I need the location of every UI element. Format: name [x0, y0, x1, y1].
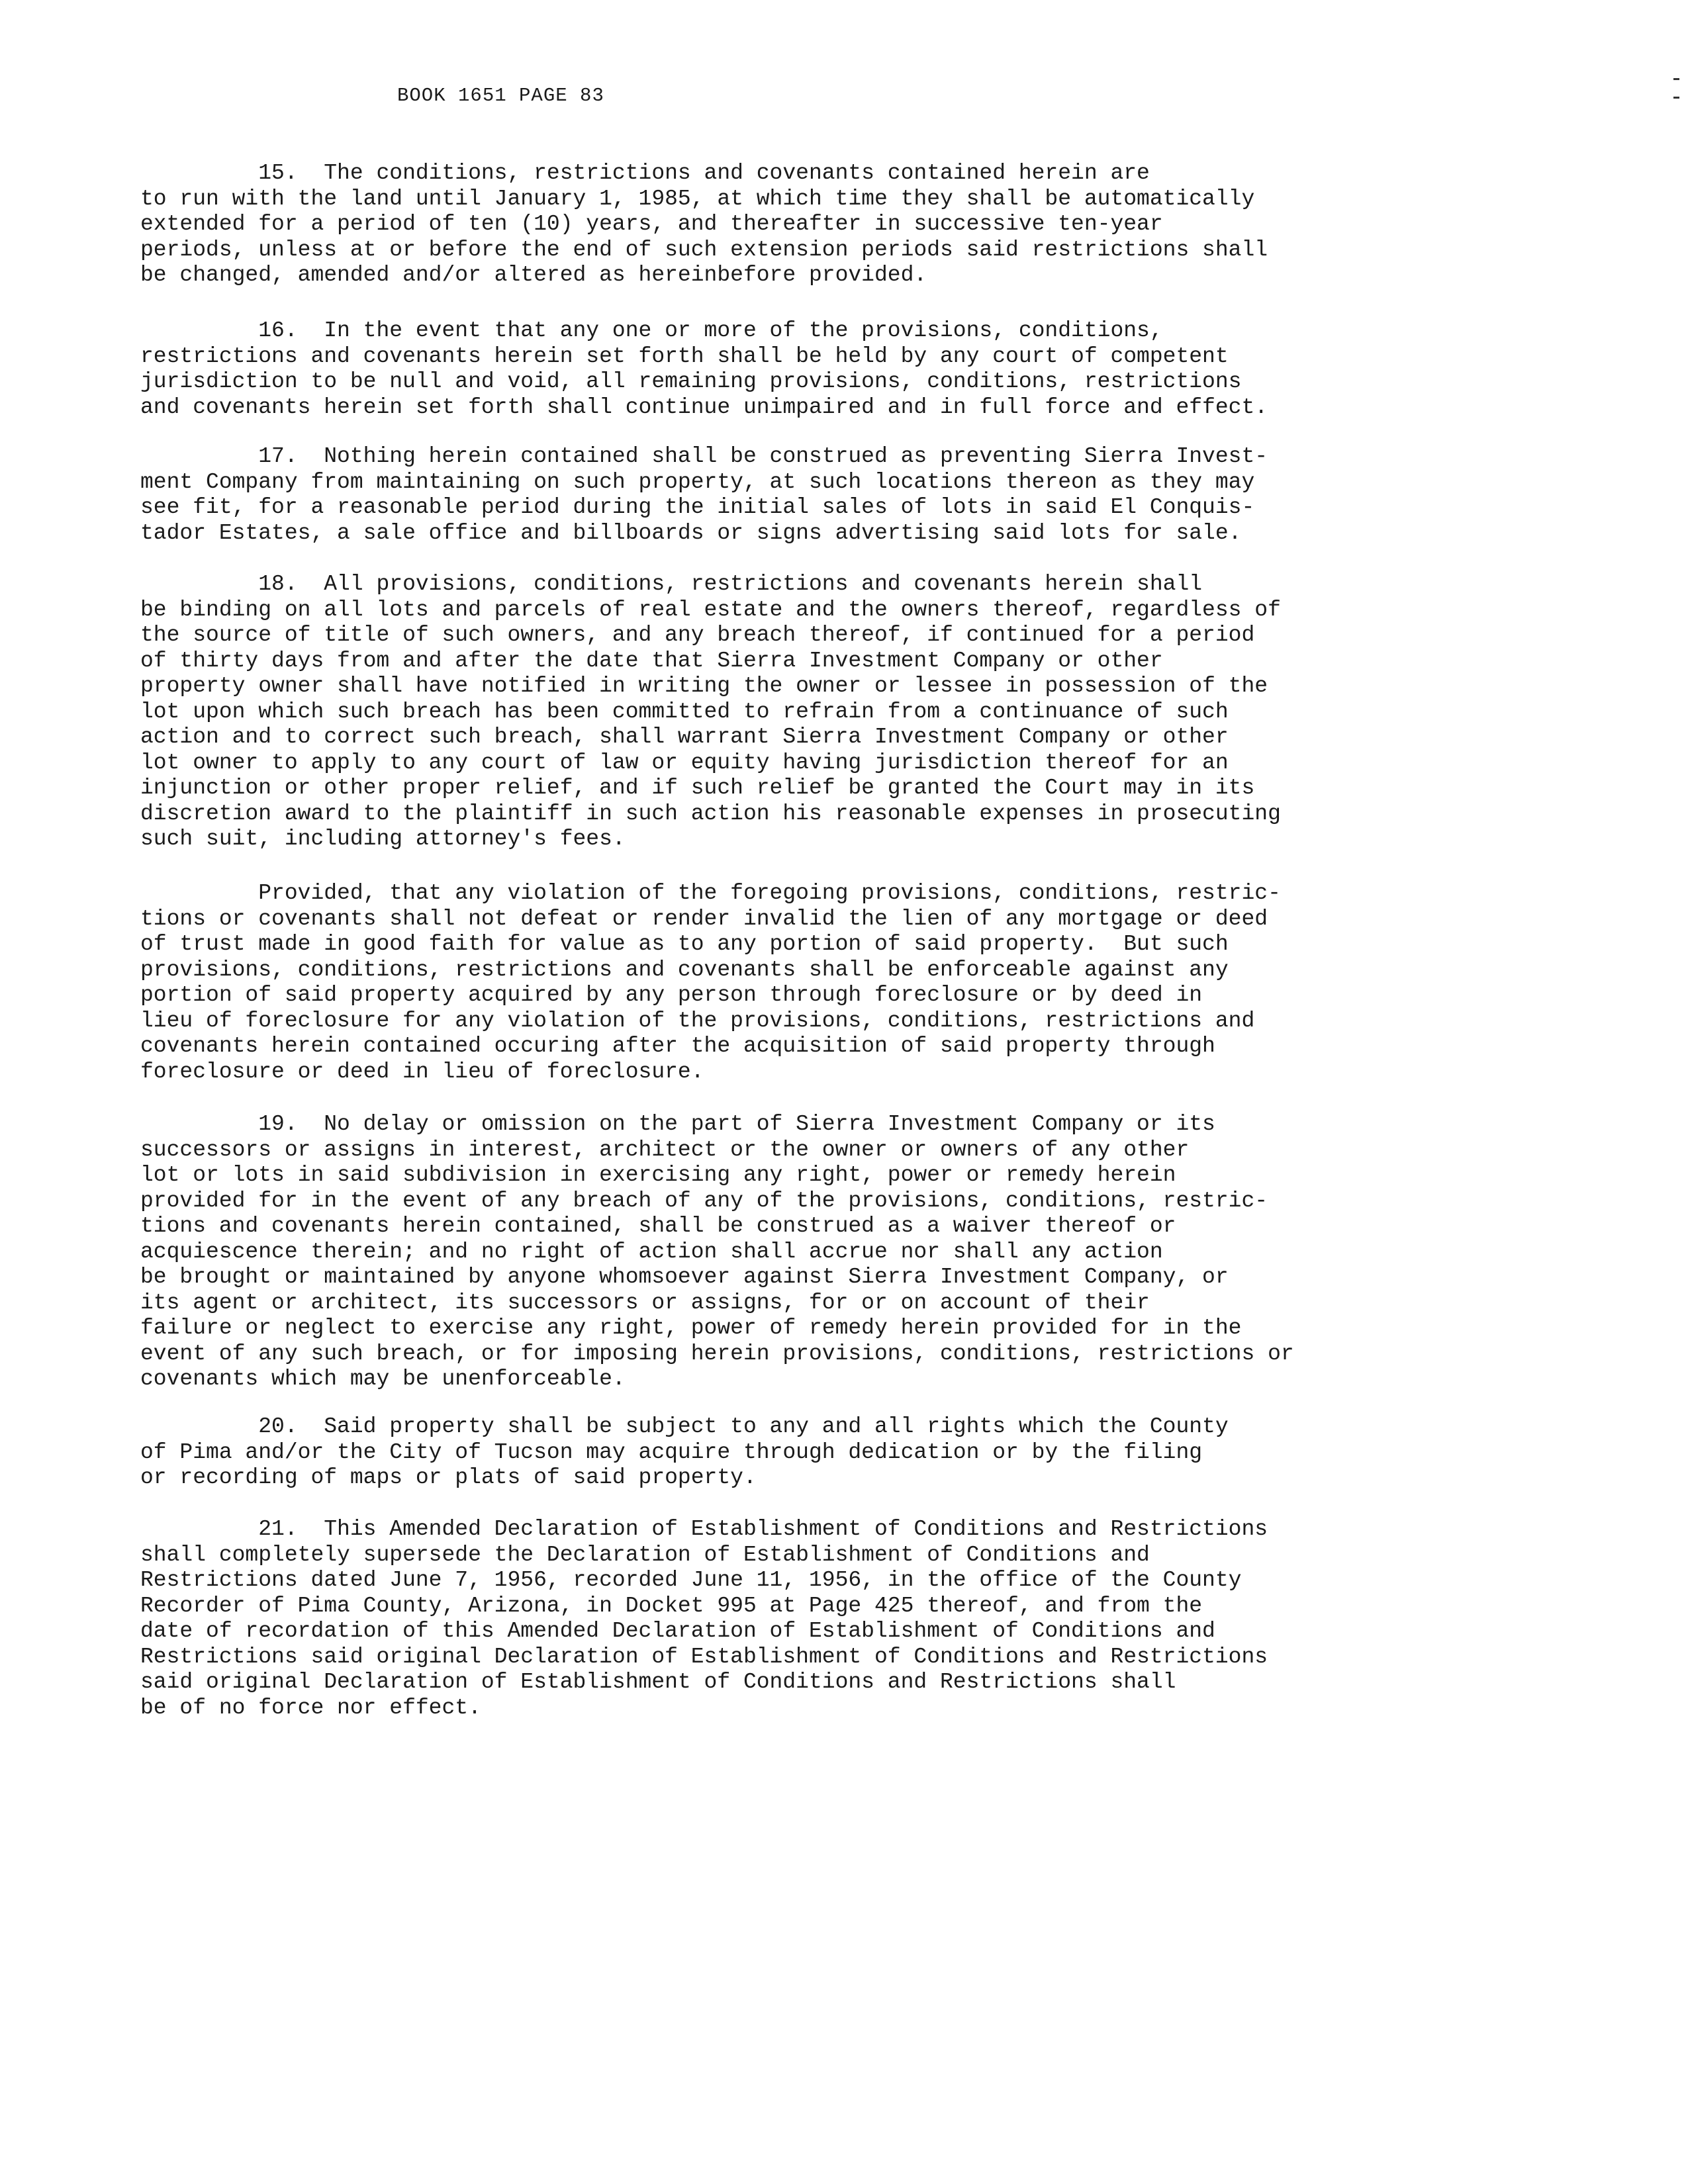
- text-line: of trust made in good faith for value as to any portion of said property. But such: [140, 932, 1229, 956]
- text-line: provisions, conditions, restrictions and covenants shall be enforceable against any: [140, 957, 1229, 982]
- paragraph-provided: [140, 881, 1464, 1085]
- text-line: portion of said property acquired by any person through foreclosure or by deed in: [140, 983, 1203, 1007]
- paragraph-20: [140, 1414, 1464, 1491]
- text-line: successors or assigns in interest, architect or the owner or owners of any other: [140, 1137, 1190, 1162]
- text-line: or recording of maps or plats of said property.: [140, 1465, 757, 1490]
- paragraph-21: [140, 1517, 1464, 1721]
- scan-mark: [1673, 97, 1679, 99]
- text-line: tions and covenants herein contained, shall be construed as a waiver thereof or: [140, 1214, 1176, 1238]
- text-line: Restrictions dated June 7, 1956, recorded June 11, 1956, in the office of the County: [140, 1568, 1242, 1592]
- text-line: the source of title of such owners, and any breach thereof, if continued for a period: [140, 623, 1255, 647]
- text-line: jurisdiction to be null and void, all remaining provisions, conditions, restrictions: [140, 369, 1242, 394]
- text-line: tions or covenants shall not defeat or render invalid the lien of any mortgage or deed: [140, 906, 1268, 931]
- text-line: Restrictions said original Declaration of Establishment of Conditions and Restrictions: [140, 1644, 1268, 1669]
- text-line: lot owner to apply to any court of law or equity having jurisdiction thereof for an: [140, 750, 1229, 775]
- text-line: said original Declaration of Establishment of Conditions and Restrictions shall: [140, 1670, 1176, 1694]
- text-line: of thirty days from and after the date that Sierra Investment Company or other: [140, 648, 1163, 673]
- text-line: provided for in the event of any breach of any of the provisions, conditions, restric-: [140, 1188, 1268, 1213]
- text-line: event of any such breach, or for imposing herein provisions, conditions, restrictions or: [140, 1341, 1294, 1366]
- paragraph-18: [140, 572, 1464, 852]
- text-line: be of no force nor effect.: [140, 1695, 481, 1720]
- text-line: failure or neglect to exercise any right, power of remedy herein provided for in the: [140, 1316, 1242, 1340]
- text-line: Recorder of Pima County, Arizona, in Docket 995 at Page 425 thereof, and from the: [140, 1593, 1203, 1618]
- text-line: be changed, amended and/or altered as hereinbefore provided.: [140, 263, 927, 287]
- text-line: its agent or architect, its successors or assigns, for or on account of their: [140, 1290, 1150, 1315]
- text-line: action and to correct such breach, shall warrant Sierra Investment Company or other: [140, 725, 1229, 749]
- text-line: of Pima and/or the City of Tucson may acquire through dedication or by the filing: [140, 1439, 1203, 1465]
- text-line: 21. This Amended Declaration of Establishment of Conditions and Restrictions: [140, 1517, 1268, 1541]
- scan-mark: [1673, 78, 1679, 80]
- text-line: and covenants herein set forth shall continue unimpaired and in full force and effect.: [140, 394, 1268, 420]
- paragraph-15: [140, 161, 1464, 289]
- text-line: shall completely supersede the Declaration of Establishment of Conditions and: [140, 1542, 1150, 1567]
- text-line: be binding on all lots and parcels of real estate and the owners thereof, regardless of: [140, 597, 1281, 622]
- text-line: 16. In the event that any one or more of the provisions, conditions,: [140, 318, 1163, 343]
- text-line: to run with the land until January 1, 1985, at which time they shall be automatically: [140, 186, 1255, 211]
- text-line: foreclosure or deed in lieu of foreclosure.: [140, 1059, 704, 1084]
- text-line: ment Company from maintaining on such property, at such locations thereon as they may: [140, 469, 1255, 494]
- text-line: 19. No delay or omission on the part of Sierra Investment Company or its: [140, 1112, 1215, 1136]
- text-line: 15. The conditions, restrictions and covenants contained herein are: [140, 161, 1150, 185]
- text-line: extended for a period of ten (10) years, and thereafter in successive ten-year: [140, 212, 1163, 236]
- text-line: covenants herein contained occuring after the acquisition of said property through: [140, 1034, 1215, 1058]
- text-line: 17. Nothing herein contained shall be construed as preventing Sierra Invest-: [140, 444, 1268, 469]
- text-line: see fit, for a reasonable period during the initial sales of lots in said El Conquis-: [140, 495, 1255, 520]
- text-line: Provided, that any violation of the foregoing provisions, conditions, restric-: [140, 881, 1281, 905]
- text-line: date of recordation of this Amended Declaration of Establishment of Conditions and: [140, 1619, 1215, 1643]
- page-header: BOOK 1651 PAGE 83: [397, 85, 604, 107]
- text-line: 18. All provisions, conditions, restrictions and covenants herein shall: [140, 572, 1203, 596]
- text-line: 20. Said property shall be subject to any and all rights which the County: [140, 1414, 1229, 1439]
- text-line: lot upon which such breach has been committed to refrain from a continuance of such: [140, 699, 1229, 724]
- text-line: tador Estates, a sale office and billboards or signs advertising said lots for sale.: [140, 520, 1242, 545]
- text-line: lot or lots in said subdivision in exercising any right, power or remedy herein: [140, 1163, 1176, 1187]
- paragraph-16: [140, 318, 1464, 420]
- text-line: such suit, including attorney's fees.: [140, 827, 626, 851]
- text-line: covenants which may be unenforceable.: [140, 1367, 626, 1391]
- text-line: periods, unless at or before the end of such extension periods said restrictions shall: [140, 237, 1268, 262]
- text-line: property owner shall have notified in writing the owner or lessee in possession of the: [140, 674, 1268, 698]
- text-line: discretion award to the plaintiff in such action his reasonable expenses in prosecuting: [140, 801, 1281, 826]
- text-line: acquiescence therein; and no right of action shall accrue nor shall any action: [140, 1239, 1163, 1264]
- paragraph-17: [140, 444, 1464, 546]
- paragraph-19: [140, 1112, 1464, 1392]
- text-line: restrictions and covenants herein set forth shall be held by any court of competent: [140, 343, 1229, 369]
- text-line: be brought or maintained by anyone whomsoever against Sierra Investment Company, or: [140, 1265, 1229, 1289]
- text-line: injunction or other proper relief, and if such relief be granted the Court may in its: [140, 776, 1255, 800]
- text-line: lieu of foreclosure for any violation of the provisions, conditions, restrictions and: [140, 1008, 1255, 1033]
